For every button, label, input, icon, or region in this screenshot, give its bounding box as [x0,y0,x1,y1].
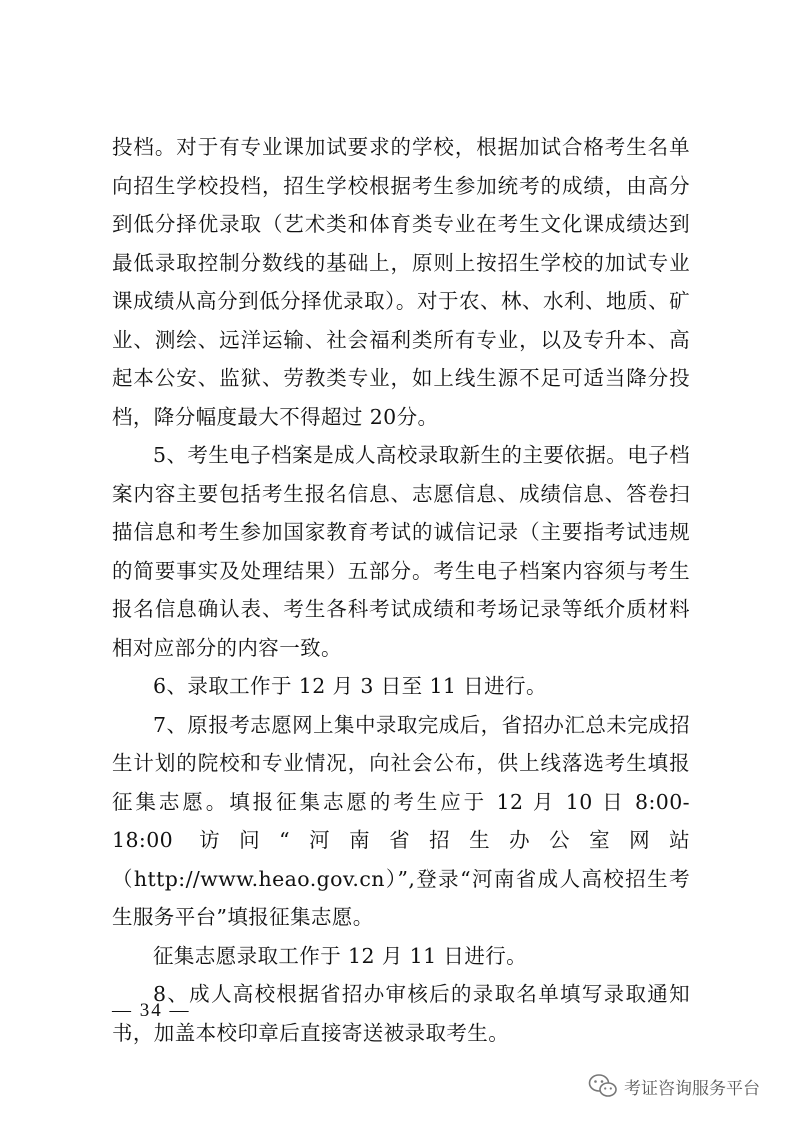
watermark [588,1070,760,1102]
page-number: — 34 — [112,1000,191,1021]
watermark-label: 考证咨询服务平台 [624,1078,760,1099]
paragraph-admission-dates: 6、录取工作于 12 月 3 日至 11 日进行。 [153,674,547,698]
paragraph-supplementary-admission-date: 征集志愿录取工作于 12 月 11 日进行。 [153,943,528,968]
paragraph-supplementary-application: 7、原报考志愿网上集中录取完成后，省招办汇总未完成招生计划的院校和专业情况，向社会公布，供上线落选考生填报征集志愿。填报征集志愿的考生应于 12 月 10 日 8:00-18:00 访问“河南省招生办公室网站（http://www.heao.gov.cn）”,登录“河南省成人高校招生考生服务平台”填报征集志愿。 [112,712,690,929]
document-body [112,128,690,1052]
paragraph-admission-notice: 8、成人高校根据省招办审核后的录取名单填写录取通知书，加盖本校印章后直接寄送被录取考生。 [112,982,690,1045]
wechat-icon [588,1073,618,1099]
paragraph-admission-ranking: 投档。对于有专业课加试要求的学校，根据加试合格考生名单向招生学校投档，招生学校根据考生参加统考的成绩，由高分到低分择优录取（艺术类和体育类专业在考生文化课成绩达到最低录取控制分数线的基础上，原则上按招生学校的加试专业课成绩从高分到低分择优录取）。对于农、林、水利、地质、矿业、测绘、远洋运输、社会福利类所有专业，以及专升本、高起本公安、监狱、劳教类专业，如上线生源不足可适当降分投档，降分幅度最大不得超过 20分。 [112,135,690,429]
paragraph-electronic-archive: 5、考生电子档案是成人高校录取新生的主要依据。电子档案内容主要包括考生报名信息、志愿信息、成绩信息、答卷扫描信息和考生参加国家教育考试的诚信记录（主要指考试违规的简要事实及处理结果）五部分。考生电子档案内容须与考生报名信息确认表、考生各科考试成绩和考场记录等纸介质材料相对应部分的内容一致。 [112,443,690,660]
